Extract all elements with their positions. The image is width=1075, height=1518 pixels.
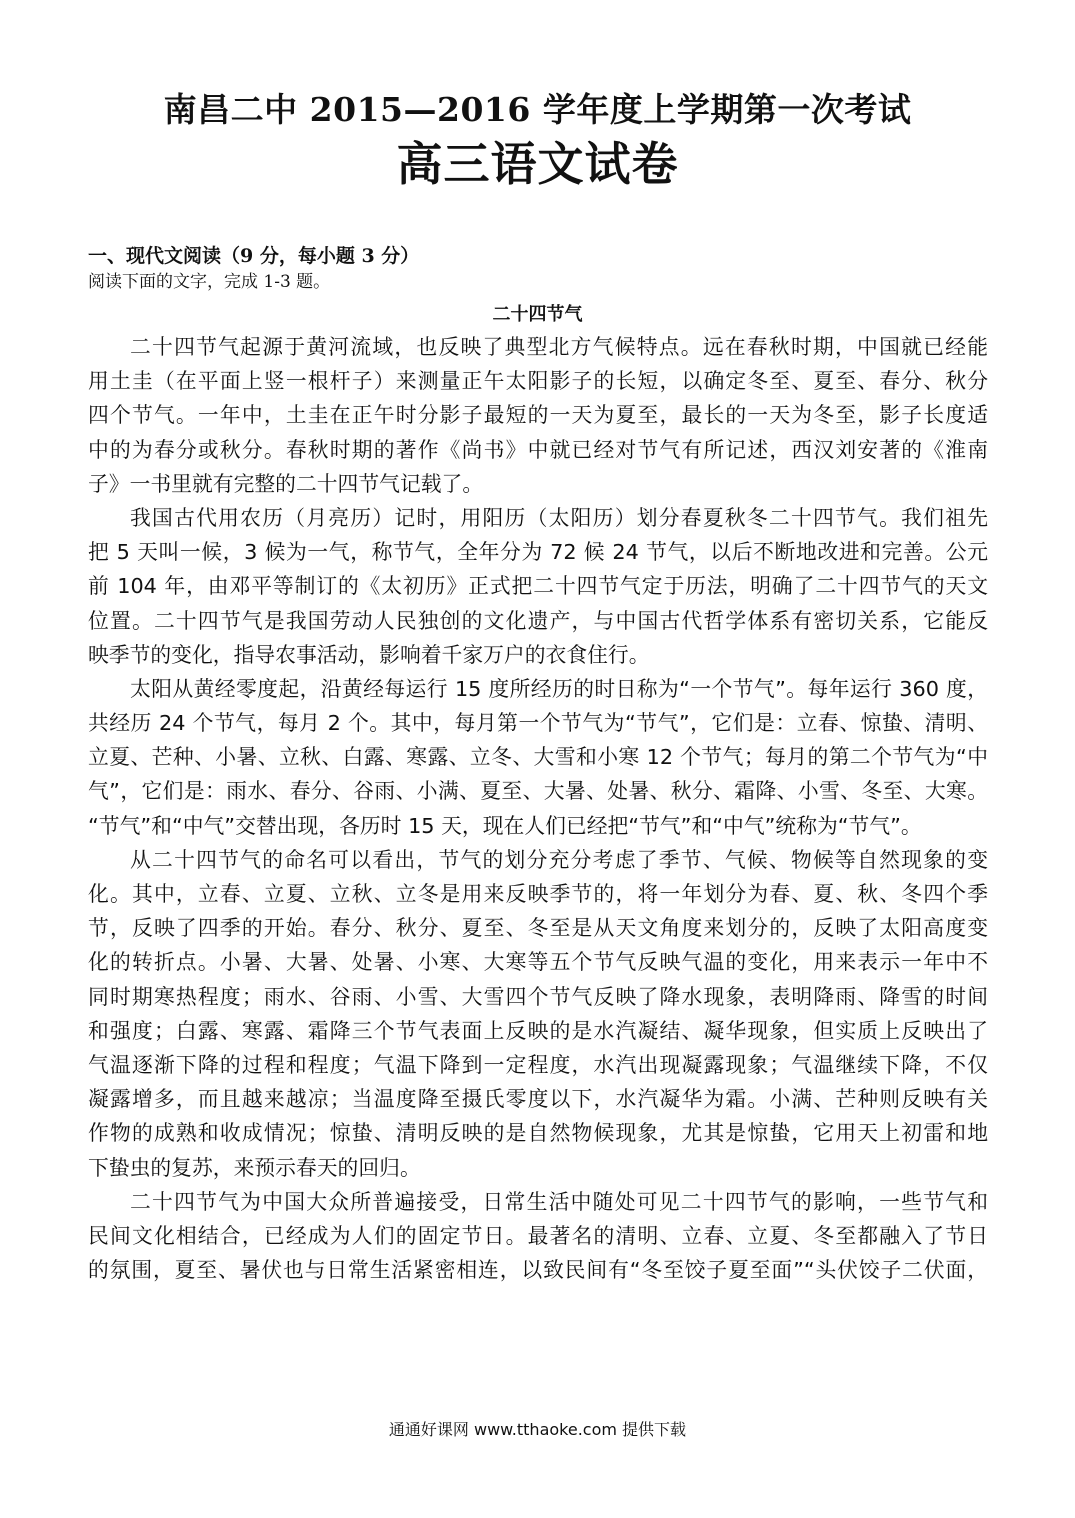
paper-title: 高三语文试卷 [396, 137, 679, 191]
paragraph-line: 把 5 天叫一候，3 候为一气，称节气，全年分为 72 候 24 节气，以后不断地改进和完善。公元 [88, 540, 988, 565]
paragraph-line: 气”，它们是：雨水、春分、谷雨、小满、夏至、大暑、处暑、秋分、霜降、小雪、冬至、大寒。 [88, 779, 988, 804]
page-footer: 通通好课网 www.tthaoke.com 提供下载 [388, 1420, 687, 1439]
section-instruction: 阅读下面的文字，完成 1-3 题。 [88, 272, 331, 292]
paragraph-line: 立夏、芒种、小暑、立秋、白露、寒露、立冬、大雪和小寒 12 个节气；每月的第二个节气为“中 [88, 745, 988, 770]
paragraph-line: 用土圭（在平面上竖一根杆子）来测量正午太阳影子的长短，以确定冬至、夏至、春分、秋分 [88, 369, 988, 394]
paragraph-line: 我国古代用农历（月亮历）记时，用阳历（太阳历）划分春夏秋冬二十四节气。我们祖先 [130, 505, 988, 530]
paragraph-line: 中的为春分或秋分。春秋时期的著作《尚书》中就已经对节气有所记述，西汉刘安著的《淮南 [88, 437, 988, 462]
paragraph-line: 同时期寒热程度；雨水、谷雨、小雪、大雪四个节气反映了降水现象，表明降雨、降雪的时间 [88, 984, 988, 1009]
paragraph-line: 化的转折点。小暑、大暑、处暑、小寒、大寒等五个节气反映气温的变化，用来表示一年中不 [88, 950, 988, 975]
article-body [88, 330, 988, 1287]
paragraph-line: 下蛰虫的复苏，来预示春天的回归。 [88, 1155, 421, 1180]
exam-title: 南昌二中 2015—2016 学年度上学期第一次考试 [163, 90, 912, 129]
paragraph-line: 共经历 24 个节气，每月 2 个。其中，每月第一个节气为“节气”，它们是：立春、惊蛰、清明、 [88, 711, 988, 736]
paragraph-line: 映季节的变化，指导农事活动，影响着千家万户的衣食住行。 [88, 642, 650, 667]
paragraph-line: 化。其中，立春、立夏、立秋、立冬是用来反映季节的，将一年划分为春、夏、秋、冬四个季 [88, 882, 988, 906]
section-heading: 一、现代文阅读（9 分，每小题 3 分） [88, 245, 420, 267]
paragraph-line: 前 104 年，由邓平等制订的《太初历》正式把二十四节气定于历法，明确了二十四节气的天文 [88, 574, 988, 599]
paragraph-line: 和强度；白露、寒露、霜降三个节气表面上反映的是水汽凝结、凝华现象，但实质上反映出了 [88, 1018, 988, 1043]
paragraph-line: 民间文化相结合，已经成为人们的固定节日。最著名的清明、立春、立夏、冬至都融入了节日 [88, 1223, 988, 1248]
paragraph-line: “节气”和“中气”交替出现，各历时 15 天，现在人们已经把“节气”和“中气”统称为“节气”。 [88, 813, 922, 838]
paragraph-line: 二十四节气为中国大众所普遍接受，日常生活中随处可见二十四节气的影响，一些节气和 [130, 1189, 988, 1214]
article-title: 二十四节气 [492, 304, 583, 325]
paragraph-line: 凝露增多，而且越来越凉；当温度降至摄氏零度以下，水汽凝华为霜。小满、芒种则反映有关 [88, 1087, 988, 1112]
paragraph-line: 太阳从黄经零度起，沿黄经每运行 15 度所经历的时日称为“一个节气”。每年运行 360 度， [130, 676, 988, 701]
paragraph-line: 从二十四节气的命名可以看出，节气的划分充分考虑了季节、气候、物候等自然现象的变 [130, 847, 988, 872]
paragraph-line: 作物的成熟和收成情况；惊蛰、清明反映的是自然物候现象，尤其是惊蛰，它用天上初雷和地 [88, 1121, 988, 1146]
paragraph-line: 子》一书里就有完整的二十四节气记载了。 [88, 471, 484, 496]
paragraph-line: 二十四节气起源于黄河流域，也反映了典型北方气候特点。远在春秋时期，中国就已经能 [130, 335, 988, 359]
paragraph-line: 的氛围，夏至、暑伏也与日常生活紧密相连，以致民间有“冬至饺子夏至面”“头伏饺子二伏面， [88, 1258, 988, 1283]
paragraph-line: 节，反映了四季的开始。春分、秋分、夏至、冬至是从天文角度来划分的，反映了太阳高度变 [88, 916, 988, 941]
paragraph-line: 四个节气。一年中，土圭在正午时分影子最短的一天为夏至，最长的一天为冬至，影子长度适 [88, 403, 988, 428]
paragraph-line: 气温逐渐下降的过程和程度；气温下降到一定程度，水汽出现凝露现象；气温继续下降，不仅 [88, 1052, 988, 1077]
paragraph-line: 位置。二十四节气是我国劳动人民独创的文化遗产，与中国古代哲学体系有密切关系，它能反 [88, 608, 988, 633]
